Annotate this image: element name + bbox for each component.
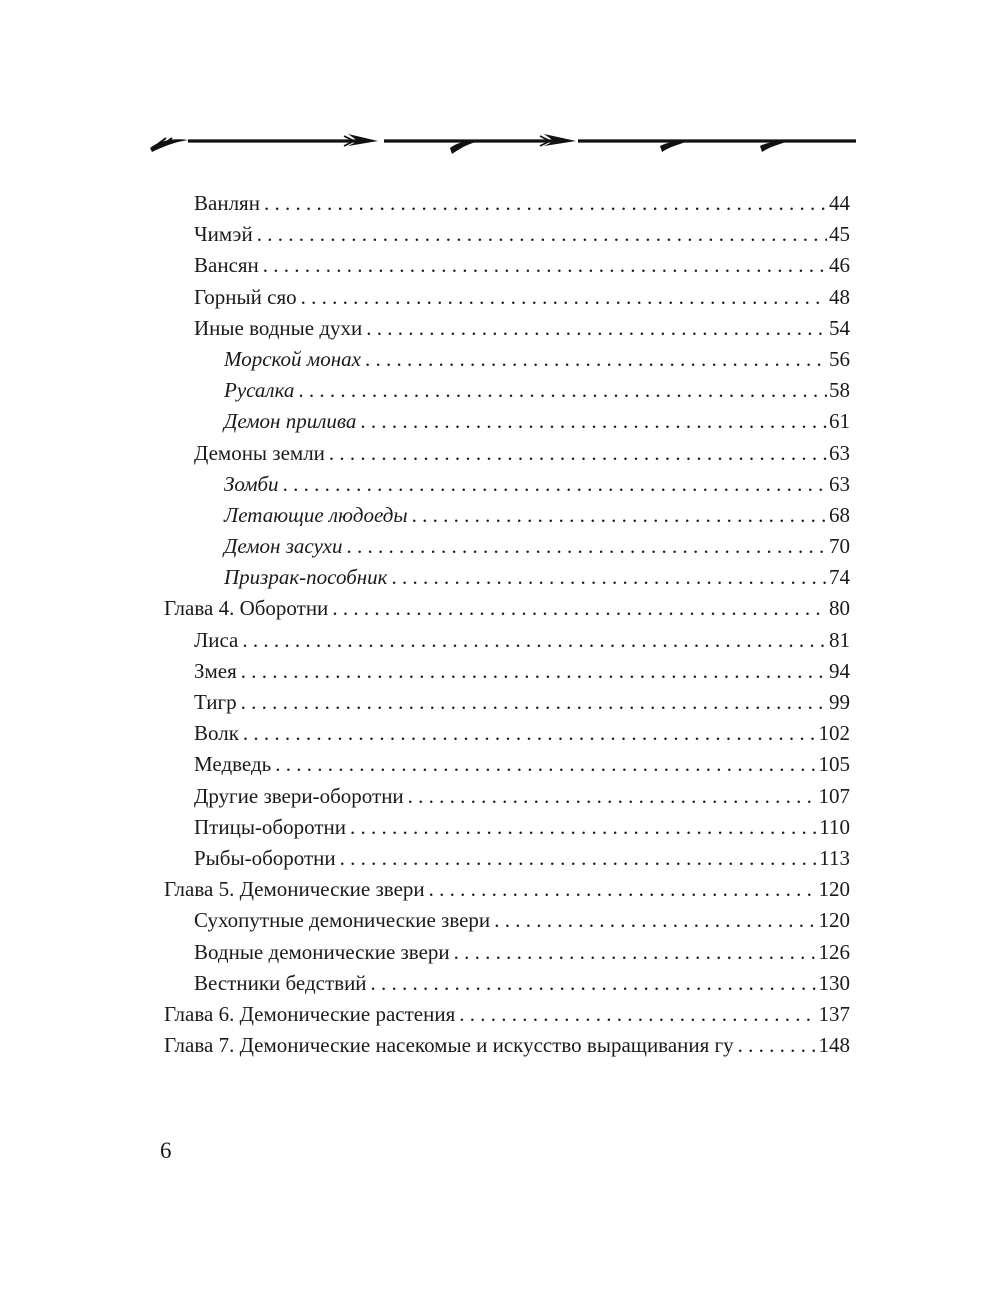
- toc-entry-page: 54: [829, 315, 850, 340]
- dot-leader: [738, 1030, 817, 1061]
- toc-entry-title: Другие звери-оборотни: [194, 783, 404, 808]
- toc-entry-page: 56: [829, 346, 850, 371]
- toc-entry-title: Русалка: [224, 378, 295, 403]
- toc-entry-title: Птицы-оборотни: [194, 814, 346, 839]
- toc-entry-title: Лиса: [194, 627, 239, 652]
- dot-leader: [408, 781, 817, 812]
- toc-entry-title: Медведь: [194, 752, 272, 777]
- dot-leader: [298, 375, 827, 406]
- toc-entry-title: Горный сяо: [194, 284, 297, 309]
- dot-leader: [371, 968, 817, 999]
- toc-entry-title: Чимэй: [194, 222, 253, 247]
- toc-entry-title: Волк: [194, 721, 239, 746]
- toc-entry-title: Иные водные духи: [194, 315, 363, 340]
- dot-leader: [459, 999, 816, 1030]
- toc-entry: [164, 749, 850, 780]
- toc-entry-page: 61: [829, 409, 850, 434]
- toc-entry-page: 120: [818, 908, 850, 933]
- toc-entry-page: 58: [829, 378, 850, 403]
- dot-leader: [350, 812, 817, 843]
- toc-entry-page: 74: [829, 565, 850, 590]
- dot-leader: [365, 344, 827, 375]
- toc-entry: [164, 500, 850, 531]
- toc-entry-page: 130: [818, 970, 850, 995]
- toc-entry: [164, 375, 850, 406]
- dot-leader: [263, 250, 827, 281]
- dot-leader: [329, 438, 827, 469]
- toc-entry: [164, 781, 850, 812]
- toc-entry-title: Тигр: [194, 690, 237, 714]
- dot-leader: [241, 687, 827, 718]
- dot-leader: [275, 749, 816, 780]
- toc-entry: [164, 874, 850, 905]
- toc-entry: [164, 1030, 850, 1061]
- toc-entry-title: Глава 7. Демонические насекомые и искусство выращивания гу: [164, 1033, 734, 1058]
- toc-entry-title: Рыбы-оборотни: [194, 845, 336, 870]
- toc-entry-page: 45: [829, 222, 850, 247]
- dot-leader: [257, 219, 827, 250]
- toc-entry-title: Глава 6. Демонические растения: [164, 1001, 456, 1026]
- dot-leader: [243, 718, 817, 749]
- toc-entry: [164, 937, 850, 968]
- toc-entry-page: 107: [818, 783, 850, 808]
- toc-entry-title: Сухопутные демонические звери: [194, 908, 491, 933]
- toc-entry: [164, 469, 850, 500]
- dot-leader: [332, 593, 827, 624]
- toc-entry: [164, 812, 850, 843]
- dot-leader: [241, 656, 827, 687]
- toc-entry: [164, 625, 850, 656]
- page-number: 6: [160, 1138, 172, 1163]
- toc-entry-page: 94: [829, 658, 850, 683]
- toc-entry-page: 46: [829, 253, 850, 278]
- dot-leader: [429, 874, 817, 905]
- toc-entry-page: 63: [829, 440, 850, 465]
- toc-entry-page: 137: [818, 1001, 850, 1026]
- toc-entry: [164, 905, 850, 936]
- toc-entry-title: Демоны земли: [194, 440, 325, 465]
- toc-entry-page: 99: [829, 690, 850, 714]
- toc-entry-page: 105: [818, 752, 850, 777]
- toc-entry: [164, 250, 850, 281]
- toc-entry-page: 48: [829, 284, 850, 309]
- toc-entry: [164, 687, 850, 718]
- dot-leader: [283, 469, 827, 500]
- toc-entry: [164, 968, 850, 999]
- toc-entry-title: Змея: [194, 658, 237, 683]
- dot-leader: [340, 843, 818, 874]
- toc-entry-page: 70: [829, 534, 850, 559]
- toc-entry: [164, 531, 850, 562]
- toc-entry-title: Зомби: [224, 471, 279, 496]
- toc-entry-title: Вестники бедствий: [194, 970, 367, 995]
- dot-leader: [242, 625, 827, 656]
- toc-entry: [164, 593, 850, 624]
- toc-entry: [164, 656, 850, 687]
- dot-leader: [454, 937, 817, 968]
- table-of-contents: [164, 188, 850, 1061]
- dot-leader: [264, 188, 827, 219]
- toc-entry-page: 120: [818, 877, 850, 902]
- toc-entry-page: 126: [818, 939, 850, 964]
- toc-entry: [164, 718, 850, 749]
- toc-entry-title: Морской монах: [224, 346, 361, 371]
- toc-entry-page: 63: [829, 471, 850, 496]
- toc-entry-page: 148: [818, 1033, 850, 1058]
- toc-entry-title: Вансян: [194, 253, 259, 278]
- toc-entry: [164, 344, 850, 375]
- toc-entry-page: 68: [829, 502, 850, 527]
- dot-leader: [494, 905, 816, 936]
- toc-entry-page: 102: [818, 721, 850, 746]
- toc-entry: [164, 219, 850, 250]
- toc-entry: [164, 406, 850, 437]
- dot-leader: [360, 406, 827, 437]
- toc-entry-page: 110: [819, 814, 850, 839]
- toc-entry-title: Летающие людоеды: [224, 502, 408, 527]
- dot-leader: [392, 562, 828, 593]
- dot-leader: [366, 313, 827, 344]
- toc-entry-title: Демон прилива: [224, 409, 357, 434]
- arrow-divider-ornament: [148, 128, 856, 160]
- toc-entry-page: 81: [829, 627, 850, 652]
- toc-entry-page: 113: [819, 845, 850, 870]
- toc-entry: [164, 999, 850, 1030]
- toc-entry: [164, 438, 850, 469]
- toc-entry-title: Водные демонические звери: [194, 939, 450, 964]
- toc-entry: [164, 282, 850, 313]
- toc-entry-page: 80: [829, 596, 850, 621]
- toc-entry-title: Ванлян: [194, 191, 260, 215]
- dot-leader: [301, 282, 827, 313]
- toc-entry: [164, 843, 850, 874]
- toc-entry: [164, 188, 850, 219]
- toc-entry-title: Призрак-пособник: [224, 565, 388, 590]
- toc-entry-title: Глава 4. Оборотни: [164, 596, 329, 621]
- dot-leader: [412, 500, 827, 531]
- toc-entry-page: 44: [829, 191, 850, 215]
- dot-leader: [346, 531, 827, 562]
- toc-entry: [164, 562, 850, 593]
- toc-entry-title: Глава 5. Демонические звери: [164, 877, 425, 902]
- toc-entry: [164, 313, 850, 344]
- toc-entry-title: Демон засухи: [224, 534, 343, 559]
